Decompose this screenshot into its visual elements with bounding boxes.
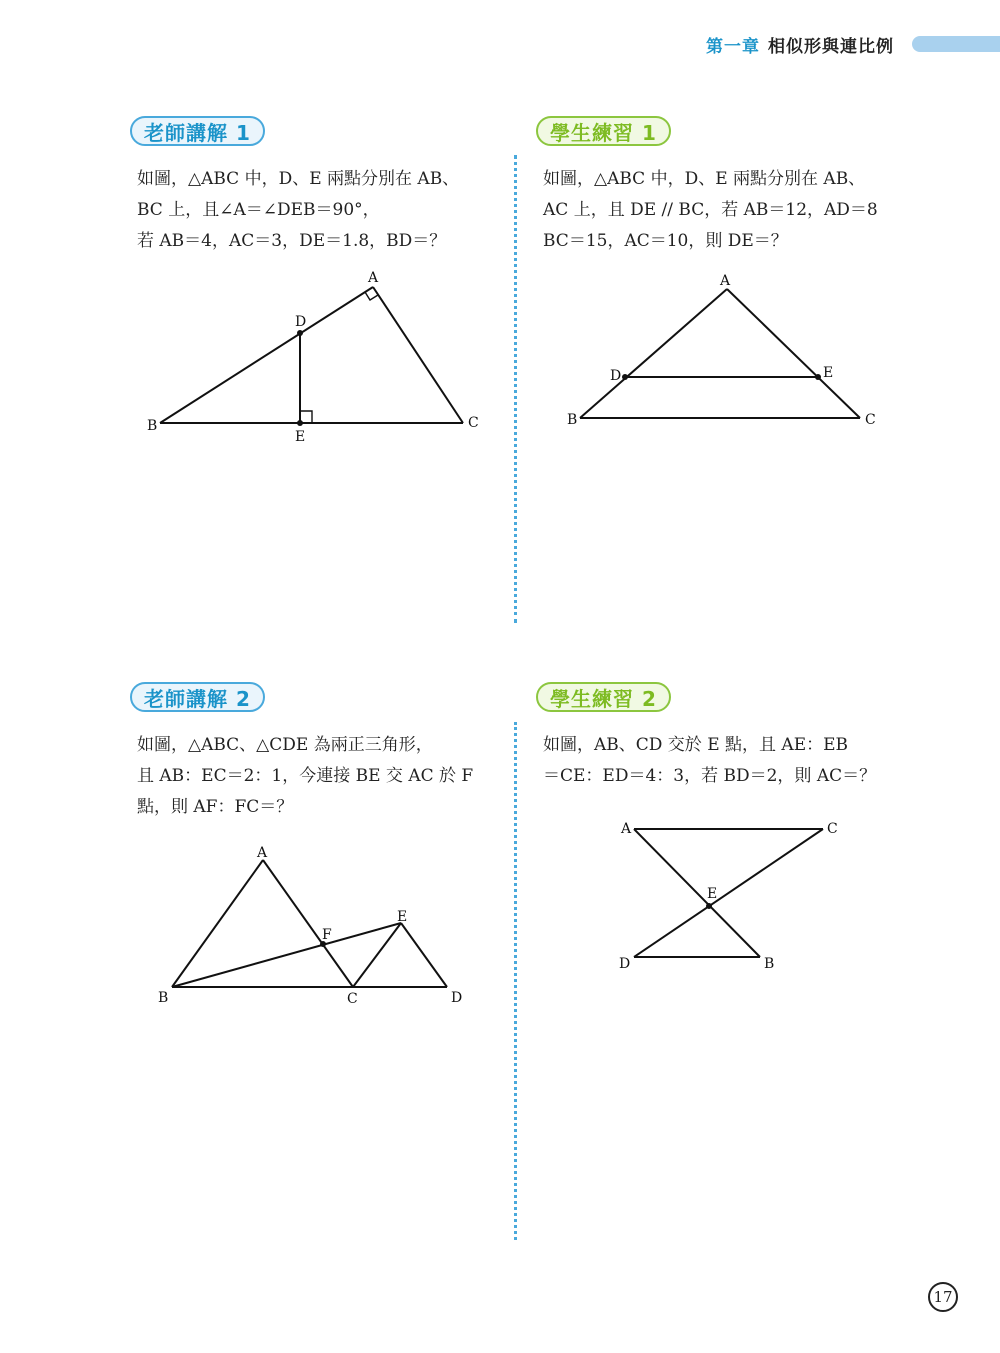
- label-a: A: [257, 845, 268, 861]
- label-c: C: [468, 415, 479, 431]
- problem-line: 點，則 AF：FC＝？: [137, 797, 294, 817]
- problem-line: 如圖，△ABC、△CDE 為兩正三角形，: [137, 735, 433, 755]
- label-a: A: [368, 270, 379, 286]
- label-e: E: [295, 429, 306, 445]
- chapter-number: 第一章: [706, 37, 760, 57]
- label-d: D: [619, 956, 631, 972]
- problem-line: 且 AB：EC＝2：1，今連接 BE 交 AC 於 F: [137, 766, 474, 786]
- point-e: [706, 903, 712, 909]
- problem-line: 如圖，△ABC 中，D、E 兩點分別在 AB、: [543, 169, 866, 189]
- label-d: D: [295, 314, 307, 330]
- label-c: C: [865, 412, 876, 428]
- problem-line: AC 上，且 DE // BC，若 AB＝12，AD＝8: [543, 200, 878, 220]
- label-c: C: [827, 821, 838, 837]
- label-b: B: [158, 990, 169, 1006]
- label-a: A: [621, 821, 632, 837]
- label-e: E: [707, 886, 718, 902]
- student-practice-1-badge: 學生練習 1: [536, 116, 671, 146]
- label-a: A: [720, 273, 731, 289]
- problem-line: 若 AB＝4，AC＝3，DE＝1.8，BD＝？: [137, 231, 447, 251]
- label-b: B: [567, 412, 578, 428]
- teacher-explanation-1-badge: 老師講解 1: [130, 116, 265, 146]
- segment-ab: [634, 829, 760, 957]
- problem-line: BC 上，且∠A＝∠DEB＝90°，: [137, 200, 380, 220]
- problem-line: ＝CE：ED＝4：3，若 BD＝2，則 AC＝？: [543, 766, 877, 786]
- label-c: C: [347, 991, 358, 1007]
- teacher-explanation-2-badge: 老師講解 2: [130, 682, 265, 712]
- label-d: D: [451, 990, 463, 1006]
- label-b: B: [147, 418, 158, 434]
- student-practice-2-badge: 學生練習 2: [536, 682, 671, 712]
- label-e: E: [823, 365, 834, 381]
- label-d: D: [610, 368, 622, 384]
- label-b: B: [764, 956, 775, 972]
- problem-line: 如圖，AB、CD 交於 E 點，且 AE：EB: [543, 735, 849, 755]
- chapter-title: 相似形與連比例: [768, 37, 894, 57]
- segment-cd: [634, 829, 823, 957]
- label-f: F: [322, 927, 332, 943]
- page-number: 17: [928, 1282, 958, 1312]
- problem-line: BC＝15，AC＝10，則 DE＝？: [543, 231, 788, 251]
- problem-line: 如圖，△ABC 中，D、E 兩點分別在 AB、: [137, 169, 460, 189]
- label-e: E: [397, 909, 408, 925]
